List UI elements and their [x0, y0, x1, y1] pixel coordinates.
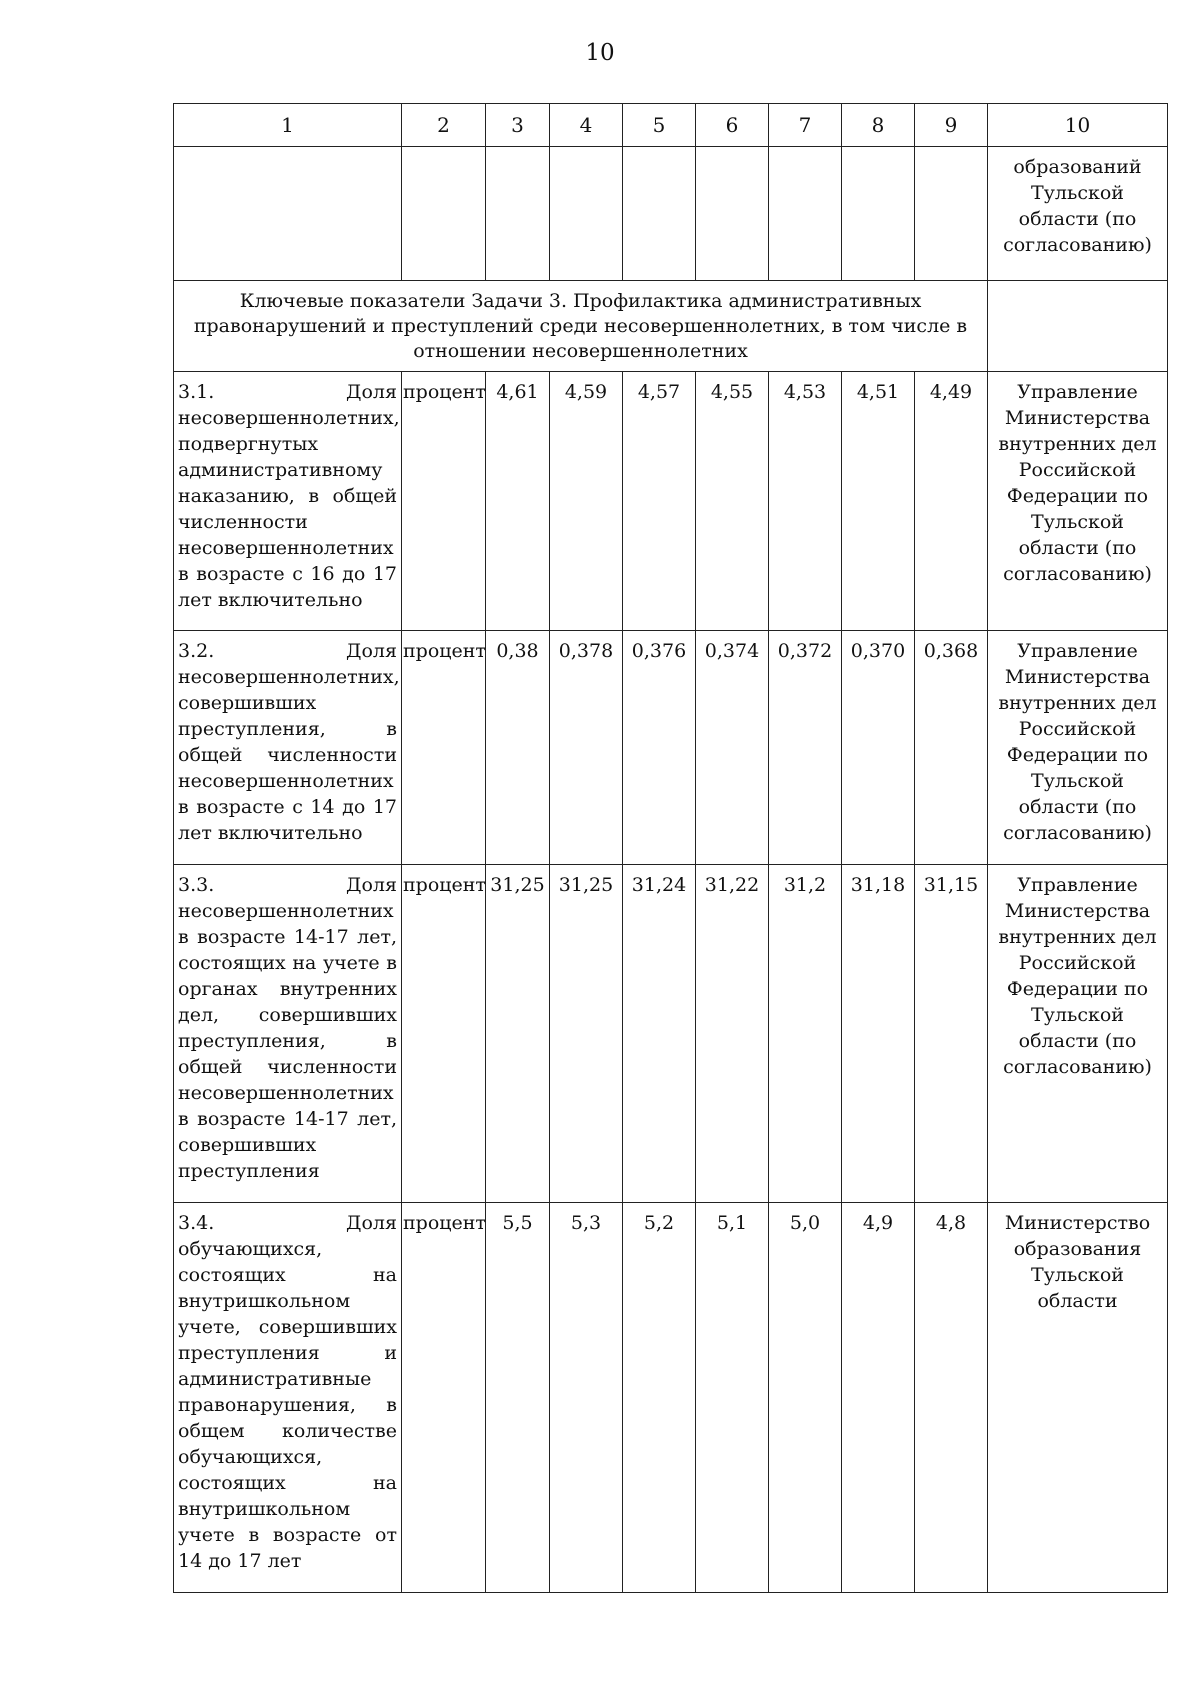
header-cell: 4: [550, 104, 623, 147]
header-cell: 2: [402, 104, 486, 147]
value-cell: 0,376: [623, 631, 696, 865]
section-row: [174, 281, 1168, 372]
empty-cell: [174, 147, 402, 281]
empty-cell: [550, 147, 623, 281]
value-cell: 31,25: [550, 865, 623, 1203]
unit-cell: процент: [402, 631, 486, 865]
responsible-cell: Управление Министерства внутренних дел Российской Федерации по Тульской области (по согласованию): [988, 372, 1168, 631]
value-cell: 0,378: [550, 631, 623, 865]
value-cell: 31,24: [623, 865, 696, 1203]
value-cell: 4,61: [486, 372, 550, 631]
indicators-table: [173, 103, 1168, 1593]
responsible-cell: Управление Министерства внутренних дел Российской Федерации по Тульской области (по согласованию): [988, 865, 1168, 1203]
value-cell: 31,25: [486, 865, 550, 1203]
header-cell: 9: [915, 104, 988, 147]
responsible-cell: Министерство образования Тульской области: [988, 1203, 1168, 1593]
value-cell: 0,370: [842, 631, 915, 865]
value-cell: 5,2: [623, 1203, 696, 1593]
value-cell: 5,3: [550, 1203, 623, 1593]
indicator-name: 3.1. Доля несовершеннолетних, подвергнутых административному наказанию, в общей численности несовершеннолетних в возрасте с 16 до 17 лет включительно: [174, 372, 402, 631]
value-cell: 31,2: [769, 865, 842, 1203]
unit-cell: процент: [402, 1203, 486, 1593]
value-cell: 5,0: [769, 1203, 842, 1593]
value-cell: 4,51: [842, 372, 915, 631]
header-cell: 3: [486, 104, 550, 147]
value-cell: 4,57: [623, 372, 696, 631]
section-title: Ключевые показатели Задачи 3. Профилактика административных правонарушений и преступлений среди несовершеннолетних, в том числе в отношении несовершеннолетних: [174, 281, 988, 372]
value-cell: 5,5: [486, 1203, 550, 1593]
header-row: [174, 104, 1168, 147]
value-cell: 31,15: [915, 865, 988, 1203]
value-cell: 0,372: [769, 631, 842, 865]
value-cell: 0,38: [486, 631, 550, 865]
indicator-name: 3.4. Доля обучающихся, состоящих на внутришкольном учете, совершивших преступления и административные правонарушения, в общем количестве обучающихся, состоящих на внутришкольном учете в возрасте от 14 до 17 лет: [174, 1203, 402, 1593]
responsible-cell: образований Тульской области (по согласованию): [988, 147, 1168, 281]
empty-cell: [402, 147, 486, 281]
empty-cell: [696, 147, 769, 281]
continuation-row: [174, 147, 1168, 281]
value-cell: 4,59: [550, 372, 623, 631]
table-row: [174, 372, 1168, 631]
empty-cell: [769, 147, 842, 281]
header-cell: 7: [769, 104, 842, 147]
value-cell: 4,53: [769, 372, 842, 631]
empty-cell: [988, 281, 1168, 372]
header-cell: 10: [988, 104, 1168, 147]
header-cell: 1: [174, 104, 402, 147]
value-cell: 4,55: [696, 372, 769, 631]
responsible-cell: Управление Министерства внутренних дел Российской Федерации по Тульской области (по согласованию): [988, 631, 1168, 865]
empty-cell: [486, 147, 550, 281]
indicator-name: 3.2. Доля несовершеннолетних, совершивших преступления, в общей численности несовершеннолетних в возрасте с 14 до 17 лет включительно: [174, 631, 402, 865]
empty-cell: [842, 147, 915, 281]
indicator-name: 3.3. Доля несовершеннолетних в возрасте 14-17 лет, состоящих на учете в органах внутренних дел, совершивших преступления, в общей численности несовершеннолетних в возрасте 14-17 лет, совершивших преступления: [174, 865, 402, 1203]
value-cell: 4,8: [915, 1203, 988, 1593]
value-cell: 4,49: [915, 372, 988, 631]
table-row: [174, 1203, 1168, 1593]
value-cell: 0,374: [696, 631, 769, 865]
page-number: 10: [585, 40, 615, 66]
value-cell: 4,9: [842, 1203, 915, 1593]
header-cell: 8: [842, 104, 915, 147]
value-cell: 31,18: [842, 865, 915, 1203]
table-row: [174, 631, 1168, 865]
empty-cell: [623, 147, 696, 281]
unit-cell: процент: [402, 865, 486, 1203]
value-cell: 31,22: [696, 865, 769, 1203]
header-cell: 5: [623, 104, 696, 147]
empty-cell: [915, 147, 988, 281]
header-cell: 6: [696, 104, 769, 147]
value-cell: 0,368: [915, 631, 988, 865]
value-cell: 5,1: [696, 1203, 769, 1593]
table-row: [174, 865, 1168, 1203]
unit-cell: процент: [402, 372, 486, 631]
